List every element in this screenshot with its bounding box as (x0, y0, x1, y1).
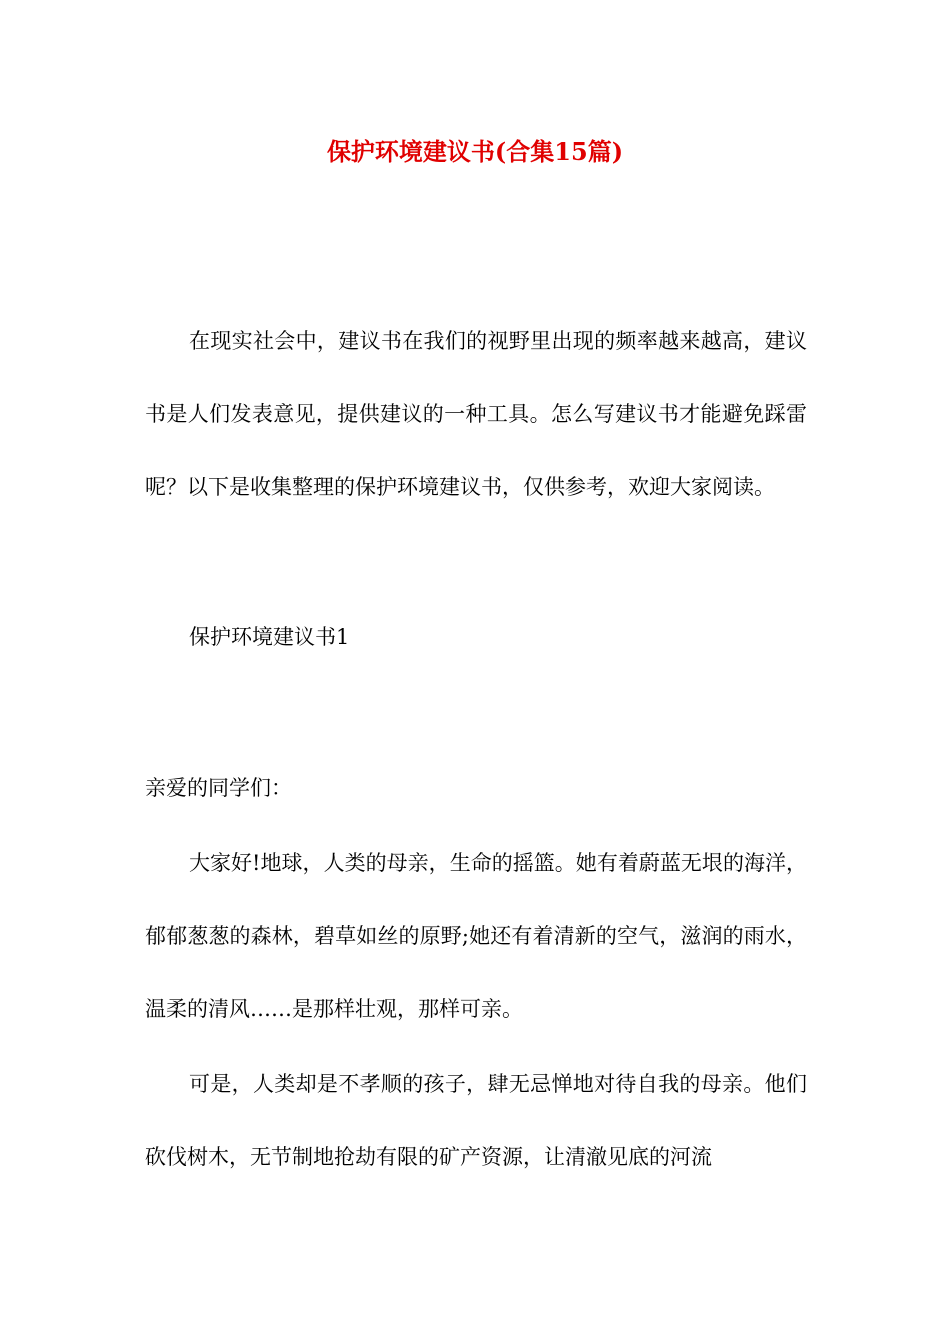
section-heading: 保护环境建议书1 (189, 625, 350, 649)
intro-paragraph: 在现实社会中，建议书在我们的视野里出现的频率越来越高，建议书是人们发表意见，提供建议的一种工具。怎么写建议书才能避免踩雷呢？以下是收集整理的保护环境建议书，仅供参考，欢迎大家阅读。 (145, 329, 807, 499)
document-title: 保护环境建议书(合集15篇) (326, 137, 624, 166)
salutation: 亲爱的同学们： (145, 776, 292, 800)
body-paragraph: 大家好!地球，人类的母亲，生命的摇篮。她有着蔚蓝无垠的海洋，郁郁葱葱的森林，碧草如丝的原野;她还有着清新的空气，滋润的雨水，温柔的清风……是那样壮观，那样可亲。 (145, 851, 807, 1021)
body-paragraph: 可是，人类却是不孝顺的孩子，肆无忌惮地对待自我的母亲。他们砍伐树木，无节制地抢劫有限的矿产资源，让清澈见底的河流 (145, 1072, 807, 1169)
